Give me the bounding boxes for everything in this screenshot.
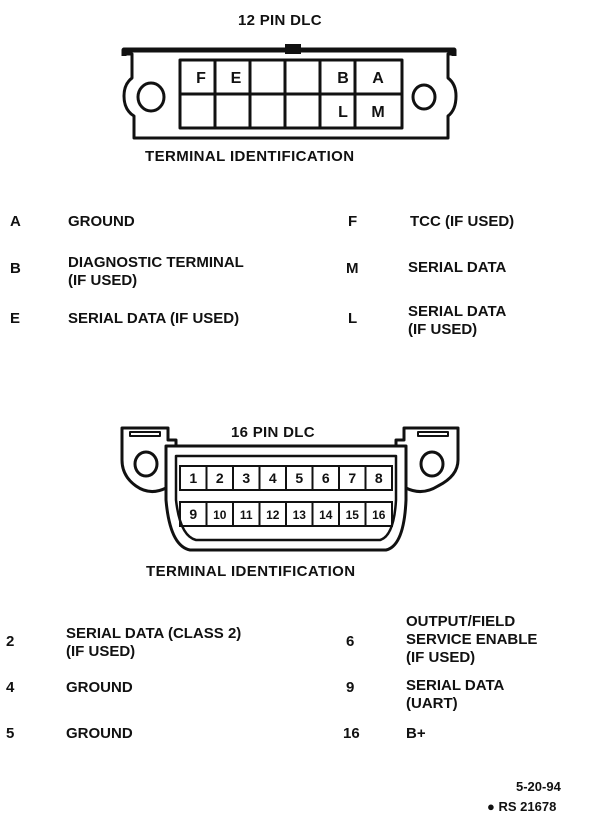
pin-label-4: 4 bbox=[268, 470, 277, 486]
pin-label-1: 1 bbox=[189, 470, 198, 486]
terminal-desc: SERIAL DATA (IF USED) bbox=[68, 310, 240, 327]
terminal-pin: 2 bbox=[6, 633, 15, 650]
terminal-pin: 16 bbox=[343, 725, 360, 742]
connector16-title: 16 PIN DLC bbox=[231, 424, 315, 441]
pin-label-10: 10 bbox=[213, 508, 227, 522]
connector12-left-hole bbox=[138, 83, 164, 111]
connector16-diagram bbox=[0, 420, 608, 570]
terminal-pin: 5 bbox=[6, 725, 15, 742]
pin-label-3: 3 bbox=[242, 470, 251, 486]
pin-label-B: B bbox=[337, 70, 349, 87]
pin-label-5: 5 bbox=[295, 470, 304, 486]
connector16-right-hole bbox=[421, 452, 443, 476]
pin-label-16: 16 bbox=[372, 508, 386, 522]
terminal-pin: 9 bbox=[346, 679, 355, 696]
connector16-body bbox=[166, 446, 406, 550]
terminal-pin: L bbox=[348, 310, 358, 327]
terminal-pin: 6 bbox=[346, 633, 355, 650]
connector12-title: 12 PIN DLC bbox=[238, 12, 322, 29]
figure-ref: ● RS 21678 bbox=[487, 799, 557, 814]
pin-label-F: F bbox=[196, 70, 206, 87]
pin-label-13: 13 bbox=[292, 508, 306, 522]
pin-label-E: E bbox=[230, 70, 242, 87]
connector12-caption: TERMINAL IDENTIFICATION bbox=[145, 148, 355, 165]
pin-label-8: 8 bbox=[374, 470, 383, 486]
pin-label-6: 6 bbox=[321, 470, 330, 486]
terminal-desc: SERIAL DATA (UART) bbox=[406, 677, 505, 712]
connector12-right-hole bbox=[413, 85, 435, 109]
terminal-pin: M bbox=[346, 260, 359, 277]
terminal-pin: B bbox=[10, 260, 21, 277]
bullet-icon: ● bbox=[487, 799, 495, 814]
pin-label-12: 12 bbox=[266, 508, 280, 522]
pin-label-7: 7 bbox=[348, 470, 357, 486]
connector16-left-ear bbox=[122, 428, 176, 492]
pin-label-L: L bbox=[338, 104, 348, 121]
connector12-key bbox=[285, 44, 301, 54]
terminal-pin: 4 bbox=[6, 679, 15, 696]
terminal-desc: OUTPUT/FIELD SERVICE ENABLE (IF USED) bbox=[406, 613, 538, 666]
pin-label-9: 9 bbox=[189, 506, 198, 522]
connector16-caption: TERMINAL IDENTIFICATION bbox=[146, 563, 356, 580]
pin-label-M: M bbox=[371, 104, 385, 121]
pin-label-11: 11 bbox=[239, 508, 253, 522]
connector12-body bbox=[124, 54, 456, 138]
terminal-pin: E bbox=[10, 310, 21, 327]
figure-date: 5-20-94 bbox=[516, 779, 561, 794]
terminal-desc: GROUND bbox=[66, 679, 133, 696]
connector16-left-hole bbox=[135, 452, 157, 476]
pin-label-A: A bbox=[372, 70, 384, 87]
pin-label-2: 2 bbox=[215, 470, 224, 486]
terminal-pin: F bbox=[348, 213, 358, 230]
terminal-desc: GROUND bbox=[68, 213, 135, 230]
terminal-desc: SERIAL DATA (CLASS 2) (IF USED) bbox=[66, 625, 242, 660]
pin-label-15: 15 bbox=[345, 508, 359, 522]
terminal-desc: GROUND bbox=[66, 725, 133, 742]
terminal-desc: B+ bbox=[406, 725, 426, 742]
pin-label-14: 14 bbox=[319, 508, 333, 522]
terminal-desc: SERIAL DATA bbox=[408, 259, 507, 276]
terminal-desc: TCC (IF USED) bbox=[410, 213, 515, 230]
terminal-pin: A bbox=[10, 213, 21, 230]
terminal-desc: SERIAL DATA (IF USED) bbox=[408, 303, 507, 338]
terminal-desc: DIAGNOSTIC TERMINAL (IF USED) bbox=[68, 254, 244, 289]
